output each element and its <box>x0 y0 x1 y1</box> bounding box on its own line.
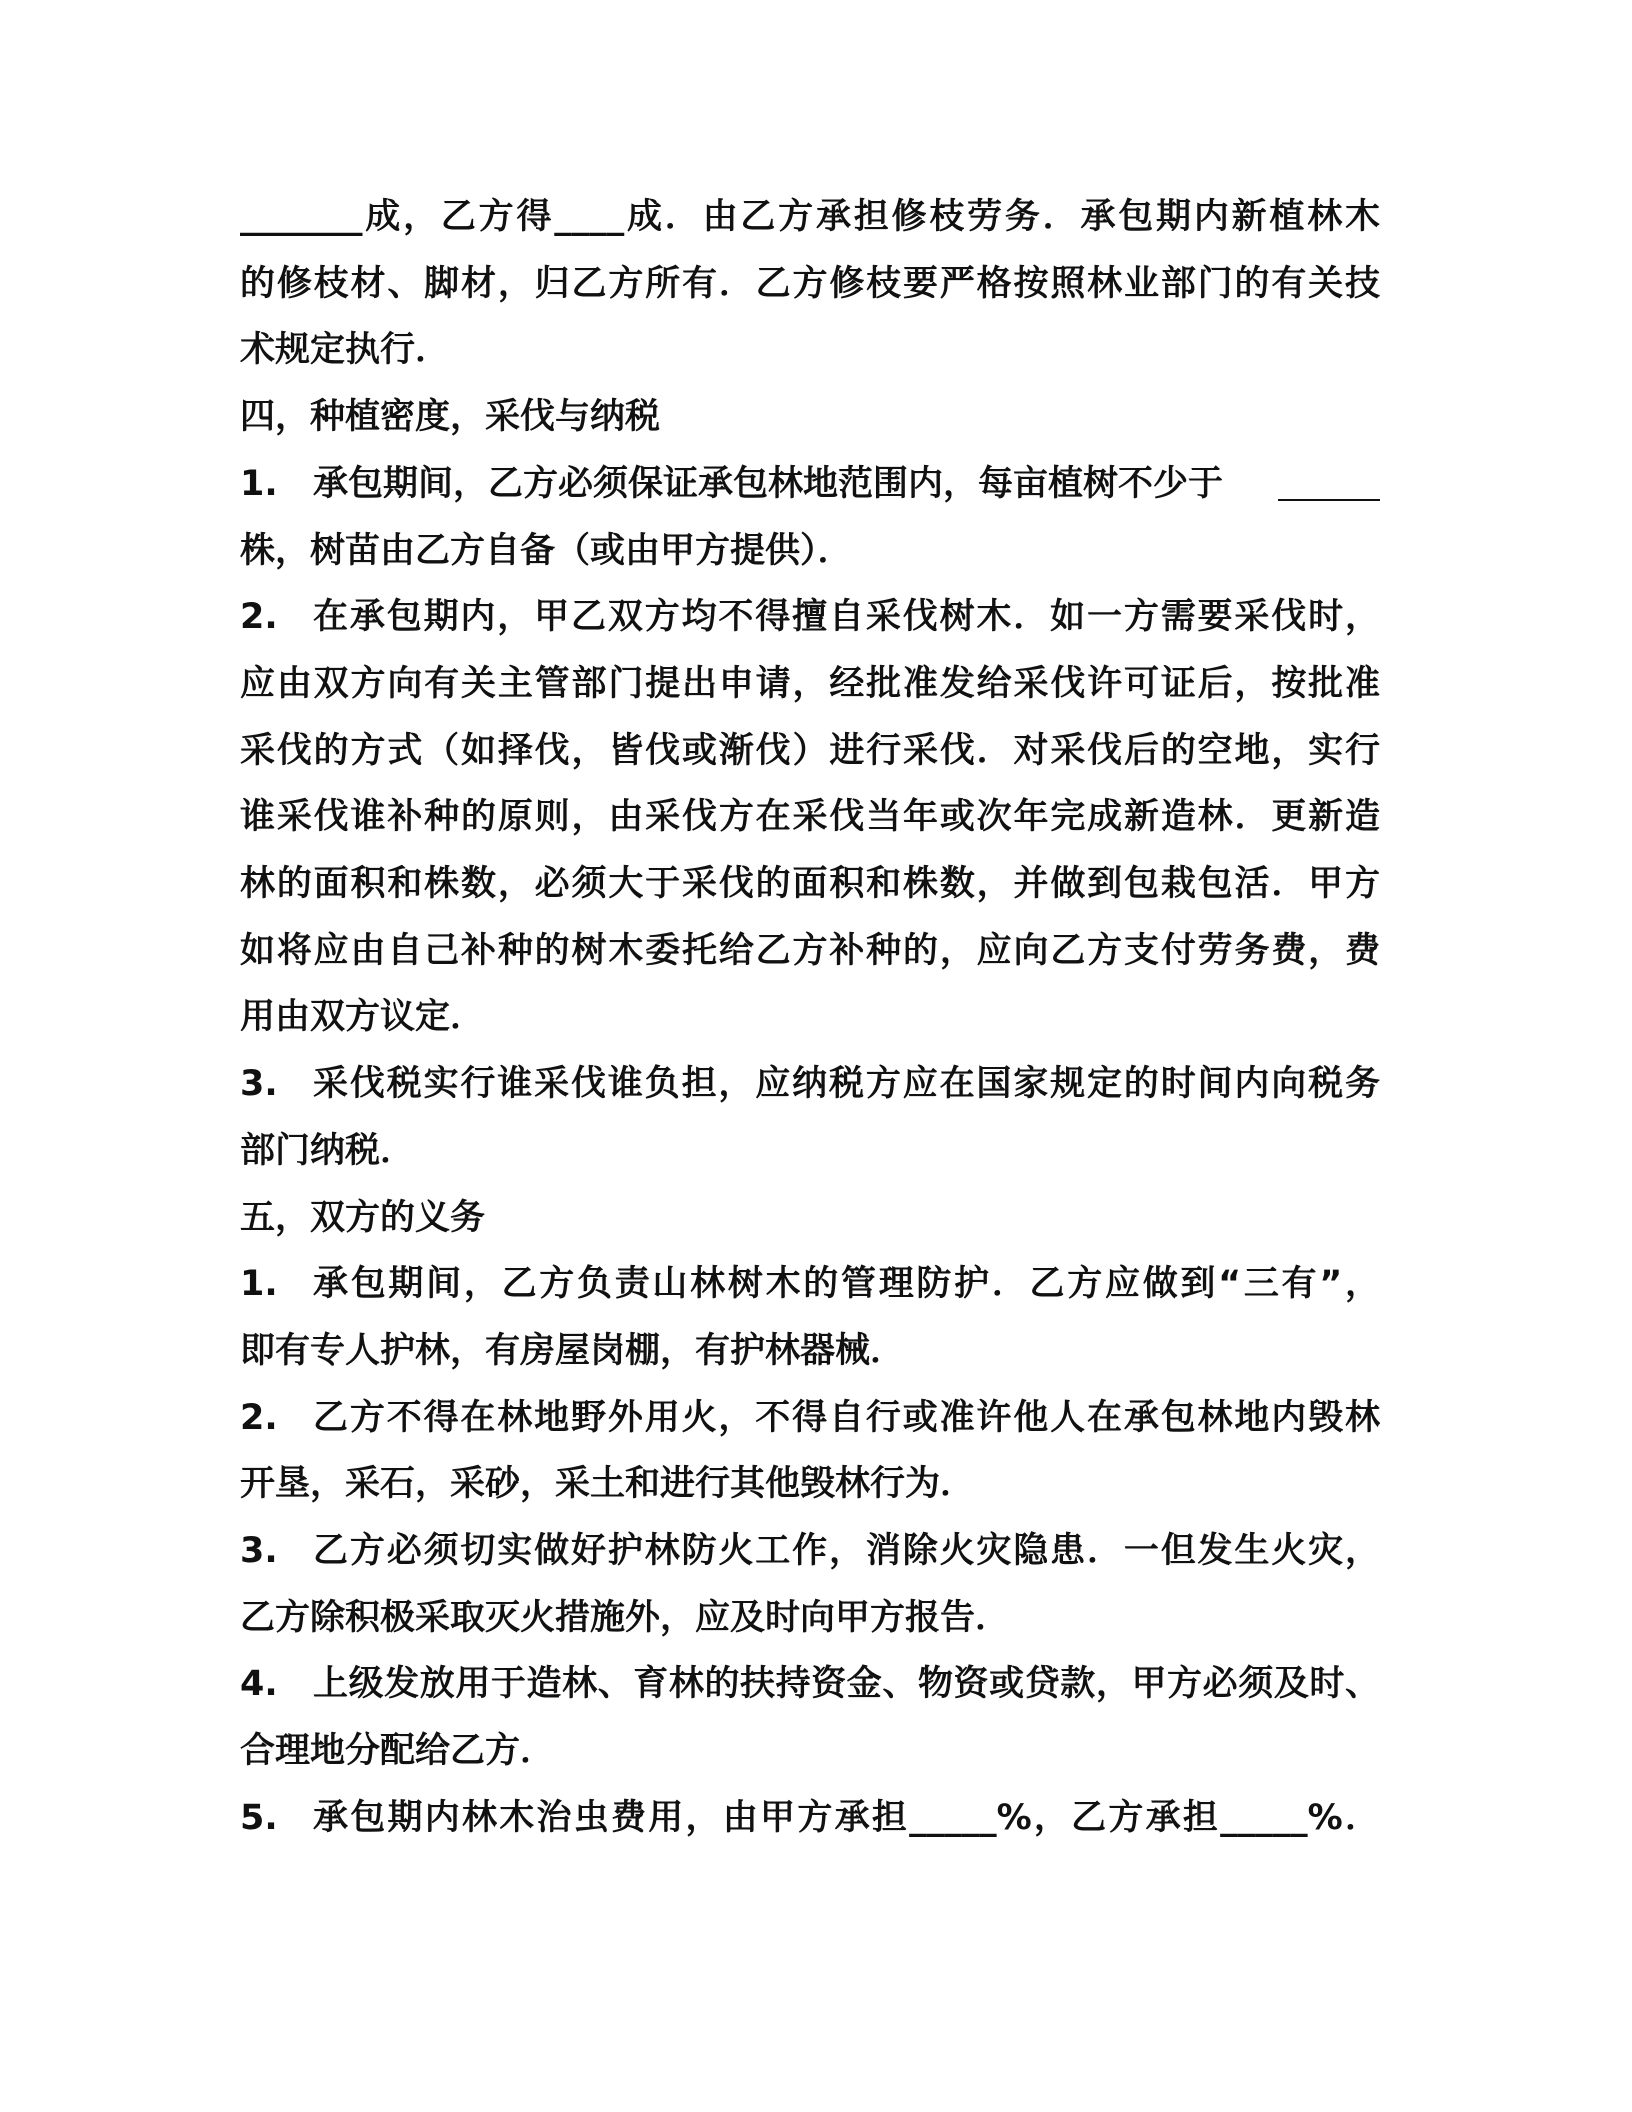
text-line <box>240 1459 1380 1509</box>
paragraph-text: 株，树苗由乙方自备（或由甲方提供）． <box>240 530 853 571</box>
list-number: 5. <box>240 1797 278 1838</box>
text-line <box>240 859 1380 909</box>
text-line <box>240 792 1380 842</box>
text-line <box>240 1793 1380 1843</box>
list-item-text: 采伐税实行谁采伐谁负担，应纳税方应在国家规定的时间内向税务 <box>313 1064 1380 1105</box>
paragraph-text: 谁采伐谁补种的原则，由采伐方在采伐当年或次年完成新造林．更新造 <box>240 797 1380 838</box>
list-number: 2. <box>240 1397 278 1438</box>
text-line <box>240 192 1380 242</box>
text-line <box>240 1726 1380 1776</box>
list-number: 1. <box>240 1264 278 1305</box>
paragraph-text: 应由双方向有关主管部门提出申请，经批准发给采伐许可证后，按批准 <box>240 663 1380 704</box>
paragraph-text: 如将应由自己补种的树木委托给乙方补种的，应向乙方支付劳务费，费 <box>240 930 1380 971</box>
list-item-text: 乙方不得在林地野外用火，不得自行或准许他人在承包林地内毁林 <box>313 1397 1380 1438</box>
list-number: 3. <box>240 1064 278 1105</box>
list-item-text: 乙方必须切实做好护林防火工作，消除火灾隐患．一但发生火灾， <box>313 1531 1380 1571</box>
paragraph-text: _______成，乙方得____成．由乙方承担修枝劳务．承包期内新植林木 <box>240 197 1380 237</box>
list-number: 3. <box>240 1531 278 1571</box>
text-line <box>240 992 1380 1042</box>
text-line <box>240 1659 1380 1709</box>
paragraph-text: 的修枝材、脚材，归乙方所有．乙方修枝要严格按照林业部门的有关技 <box>240 263 1380 304</box>
fill-in-blank <box>1278 499 1380 501</box>
list-item-text: 承包期内林木治虫费用，由甲方承担_____%，乙方承担_____%． <box>313 1797 1380 1838</box>
text-line <box>240 1126 1380 1176</box>
text-line <box>240 926 1380 976</box>
list-number: 2. <box>240 597 278 638</box>
paragraph-text: 四，种植密度，采伐与纳税 <box>240 397 661 438</box>
list-item-text: 承包期间，乙方负责山林树木的管理防护．乙方应做到“三有”， <box>313 1264 1380 1305</box>
text-line <box>240 1593 1380 1643</box>
text-line <box>240 325 1380 375</box>
paragraph-text: 合理地分配给乙方． <box>240 1731 556 1772</box>
paragraph-text: 开垦，采石，采砂，采土和进行其他毁林行为． <box>240 1464 976 1505</box>
list-item-text: 上级发放用于造林、育林的扶持资金、物资或贷款，甲方必须及时、 <box>313 1664 1380 1705</box>
text-line <box>240 592 1380 642</box>
text-line <box>240 1259 1380 1309</box>
text-line <box>240 526 1380 576</box>
paragraph-text: 采伐的方式（如择伐，皆伐或渐伐）进行采伐．对采伐后的空地，实行 <box>240 730 1380 771</box>
text-line <box>240 459 1380 509</box>
text-line <box>240 1059 1380 1109</box>
text-line <box>240 1193 1380 1243</box>
text-line <box>240 1393 1380 1443</box>
text-line <box>240 1326 1380 1376</box>
paragraph-text: 用由双方议定． <box>240 997 486 1038</box>
text-line <box>240 659 1380 709</box>
paragraph-text: 部门纳税． <box>240 1130 416 1171</box>
list-number: 4. <box>240 1664 278 1705</box>
text-line <box>240 392 1380 442</box>
paragraph-text: 林的面积和株数，必须大于采伐的面积和株数，并做到包栽包活．甲方 <box>240 864 1380 904</box>
text-line <box>240 726 1380 776</box>
paragraph-text: 即有专人护林，有房屋岗棚，有护林器械． <box>240 1330 906 1371</box>
list-item-text: 承包期间，乙方必须保证承包林地范围内，每亩植树不少于 <box>313 463 1224 504</box>
text-line <box>240 1526 1380 1576</box>
list-number: 1. <box>240 463 278 504</box>
paragraph-text: 乙方除积极采取灭火措施外，应及时向甲方报告． <box>240 1597 1011 1638</box>
paragraph-text: 五，双方的义务 <box>240 1197 486 1238</box>
text-line <box>240 259 1380 309</box>
list-item-text: 在承包期内，甲乙双方均不得擅自采伐树木．如一方需要采伐时， <box>313 597 1380 638</box>
paragraph-text: 术规定执行． <box>240 330 451 371</box>
